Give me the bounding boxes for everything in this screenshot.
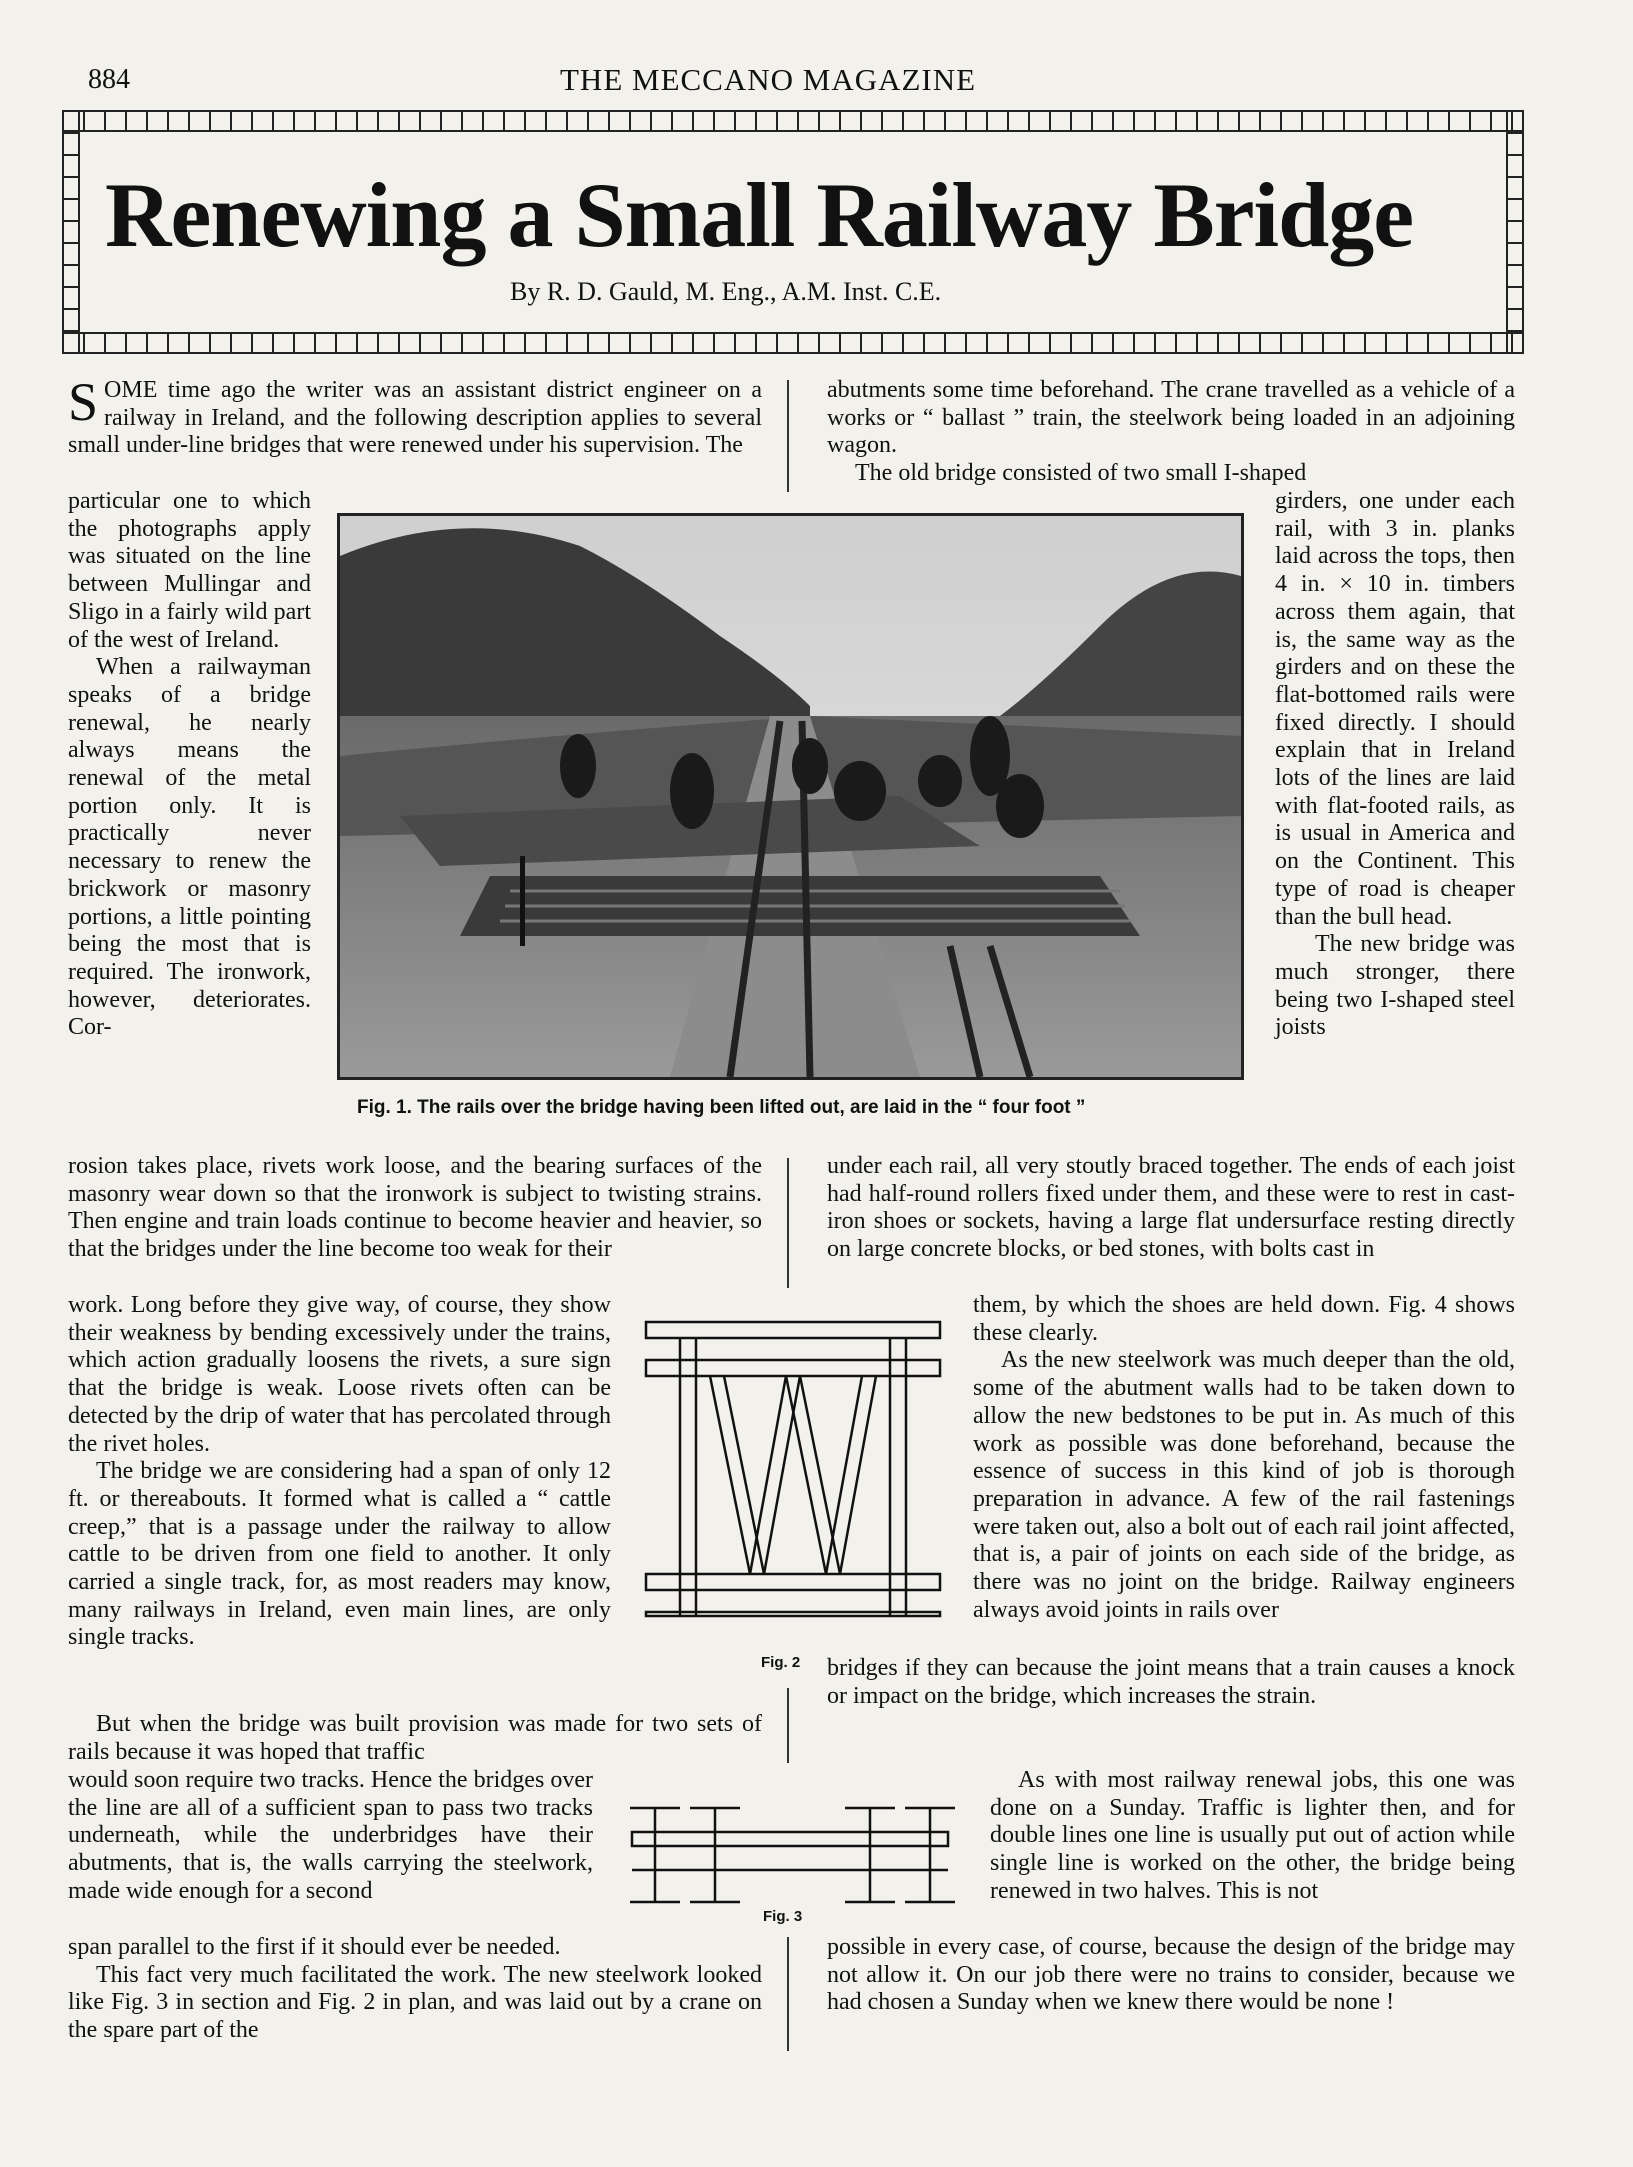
col1-wrap	[68, 488, 311, 1042]
bridge-photo-illustration	[340, 516, 1241, 1077]
byline: By R. D. Gauld, M. Eng., A.M. Inst. C.E.	[510, 277, 942, 306]
title-border-right	[1506, 110, 1524, 354]
title-border-bottom	[62, 332, 1524, 354]
col1-intro-text: OME time ago the writer was an assistant district engineer on a railway in Ireland, and the following description applies to several small under-line bridges that were renewed under his supervision. The	[68, 377, 762, 459]
col2-para-sunday: As with most railway renewal jobs, this one was done on a Sunday. Traffic is lighter then, and for double lines one line is usually put out of action while single line is worked on the other, the bridge being renewed in two halves. This is not	[990, 1767, 1515, 1904]
fig1-photograph	[337, 513, 1244, 1080]
fig3-label: Fig. 3	[763, 1908, 803, 1925]
col2-para-deeper: As the new steelwork was much deeper than the old, some of the abutment walls had to be taken down to allow the new bedstones to be put in. As much of this work as possible was done beforehand, because the essence of success in this kind of job is thorough preparation in advance. A few of the rail fastenings were taken out, also a bolt out of each rail joint affected, that is, a pair of joints on each side of the bridge, as there was no joint on the bridge. Railway engineers always avoid joints in rails over	[973, 1347, 1515, 1623]
col2-fig2-wrap	[973, 1292, 1515, 1624]
fig2-label: Fig. 2	[761, 1654, 801, 1671]
column-rule-mid	[787, 1158, 789, 1288]
title-border-left	[62, 110, 80, 354]
col2-para-abutments: abutments some time beforehand. The crane travelled as a vehicle of a works or “ ballast ” train, the steelwork being loaded in an adjoining wagon.	[827, 377, 1515, 459]
col2-fig3-wrap	[990, 1767, 1515, 1906]
col1-para-location: particular one to which the photographs apply was situated on the line between Mullingar and Sligo in a fairly wild part of the west of Ireland.	[68, 488, 311, 653]
col2-para-oldbridge: The old bridge consisted of two small I-shaped	[855, 460, 1307, 487]
column-rule-top	[787, 380, 789, 492]
article-title: Renewing a Small Railway Bridge	[105, 164, 1414, 266]
col1-provision	[68, 1711, 762, 1766]
col2-para-joists: under each rail, all very stoutly braced together. The ends of each joist had half-round rollers fixed under them, and these were to rest in cast-iron shoes or sockets, having a large flat undersurface resting directly on large concrete blocks, or bed stones, with bolts cast in	[827, 1153, 1515, 1263]
col2-para-joints: bridges if they can because the joint means that a train causes a knock or impact on the bridge, which increases the strain.	[827, 1655, 1515, 1709]
col1-fig2-wrap	[68, 1292, 611, 1652]
col2-end	[827, 1934, 1515, 2017]
col1-end	[68, 1934, 762, 2045]
col1-para-corrosion: rosion takes place, rivets work loose, and the bearing surfaces of the masonry wear down so that the ironwork is subject to twisting strains. Then engine and train loads continue to become heavier and heavier, so that the bridges under the line become too weak for their	[68, 1153, 762, 1263]
col1-intro	[68, 372, 762, 460]
fig3-diagram	[620, 1800, 965, 1910]
fig1-caption: Fig. 1. The rails over the bridge having been lifted out, are laid in the “ four foot ”	[357, 1097, 1086, 1118]
fig2-diagram	[640, 1318, 950, 1618]
magazine-title: THE MECCANO MAGAZINE	[560, 62, 977, 97]
title-border-top	[62, 110, 1524, 132]
col2-strain	[827, 1655, 1515, 1710]
col1-para-parallel: span parallel to the first if it should ever be needed.	[68, 1934, 561, 1960]
col1-para-facilitated: This fact very much facilitated the work. The new steelwork looked like Fig. 3 in section and Fig. 2 in plan, and was laid out by a crane on the spare part of the	[68, 1961, 762, 2044]
col1-para-tracks: would soon require two tracks. Hence the bridges over the line are all of a sufficient span to pass two tracks underneath, while the underbridges have their abutments, that is, the walls carrying the steelwork, made wide enough for a second	[68, 1767, 593, 1904]
col2-para-nonetrains: possible in every case, of course, because the design of the bridge may not allow it. On our job there were no trains to consider, because we had chosen a Sunday when we knew there would be none !	[827, 1934, 1515, 2016]
col1-para-provision: But when the bridge was built provision was made for two sets of rails because it was hoped that traffic	[68, 1711, 762, 1765]
col1-para-span: The bridge we are considering had a span of only 12 ft. or thereabouts. It formed what is called a “ cattle creep,” that is a passage under the railway to allow cattle to be driven from one field to another. It only carried a single track, for, as most readers may know, many railways in Ireland, even main lines, are only single tracks.	[68, 1458, 611, 1651]
drop-cap: S	[68, 372, 99, 432]
column-rule-low	[787, 1688, 789, 1763]
column-rule-bottom	[787, 1937, 789, 2051]
page-number: 884	[88, 64, 130, 95]
col2-para-girders: girders, one under each rail, with 3 in. planks laid across the tops, then 4 in. × 10 in. timbers across them again, that is, the same way as the girders and on these the flat-bottomed rails were fixed directly. I should explain that in Ireland lots of the lines are laid with flat-footed rails, as is usual in America and on the Continent. This type of road is cheaper than the bull head.	[1275, 488, 1515, 930]
col2-para-shoes: them, by which the shoes are held down. Fig. 4 shows these clearly.	[973, 1292, 1515, 1346]
col2-wrap	[1275, 488, 1515, 1042]
col1-lower	[68, 1153, 762, 1264]
col1-para-renewal: When a railwayman speaks of a bridge renewal, he nearly always means the renewal of the metal portion only. It is practically never necessary to renew the brickwork or masonry portions, a little pointing being the most that is required. The ironwork, however, deteriorates. Cor-	[68, 654, 311, 1041]
col1-para-weakness: work. Long before they give way, of course, they show their weakness by bending excessively under the trains, which action gradually loosens the rivets, a sure sign that the bridge is weak. Loose rivets often can be detected by the drip of water that has percolated through the rivet holes.	[68, 1292, 611, 1457]
col2-para-newbridge: The new bridge was much stronger, there being two I-shaped steel joists	[1275, 931, 1515, 1041]
col1-fig3-wrap	[68, 1767, 593, 1906]
col2-top	[827, 377, 1515, 488]
col2-mid	[827, 1153, 1515, 1264]
